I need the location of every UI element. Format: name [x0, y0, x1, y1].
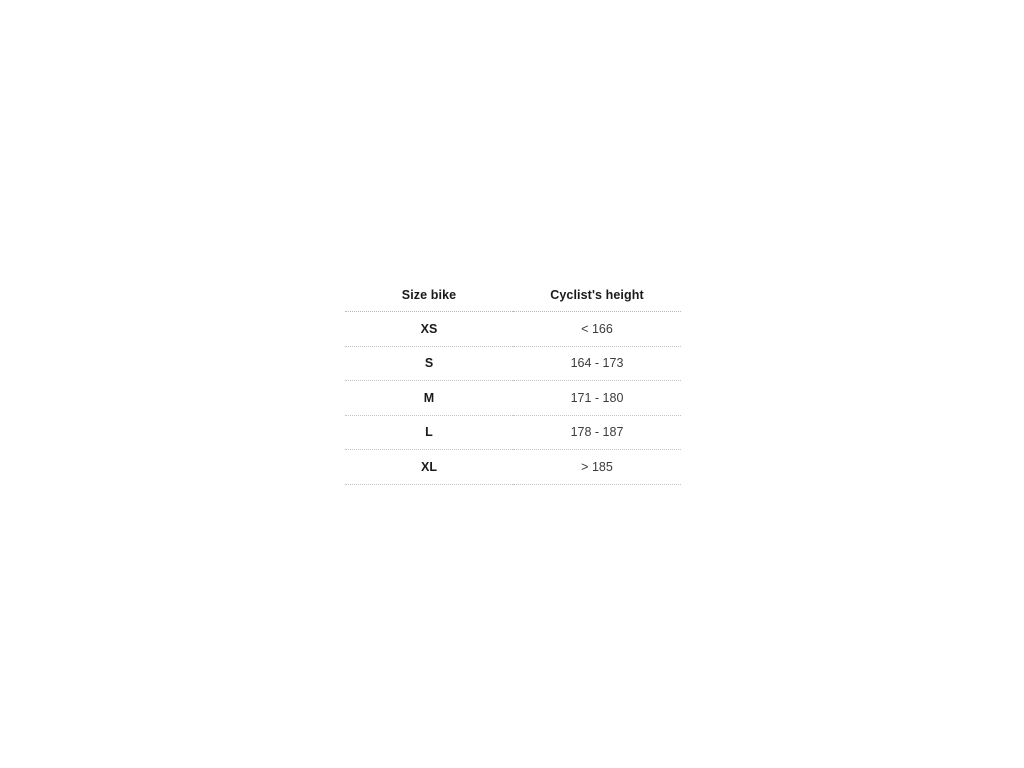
- column-header-cyclist-height: Cyclist's height: [513, 278, 681, 312]
- cell-height: 164 - 173: [513, 346, 681, 381]
- table-row: [345, 346, 681, 381]
- cell-height: < 166: [513, 312, 681, 347]
- table-row: [345, 450, 681, 485]
- cell-size: XS: [345, 312, 513, 347]
- cell-height: 171 - 180: [513, 381, 681, 416]
- cell-height: 178 - 187: [513, 415, 681, 450]
- size-chart-body: [345, 312, 681, 485]
- cell-size: M: [345, 381, 513, 416]
- size-chart-header: [345, 278, 681, 312]
- column-header-size-bike: Size bike: [345, 278, 513, 312]
- cell-size: XL: [345, 450, 513, 485]
- table-row: [345, 415, 681, 450]
- size-chart: [345, 278, 681, 485]
- cell-size: S: [345, 346, 513, 381]
- table-header-row: [345, 278, 681, 312]
- table-row: [345, 381, 681, 416]
- table-row: [345, 312, 681, 347]
- cell-height: > 185: [513, 450, 681, 485]
- cell-size: L: [345, 415, 513, 450]
- size-chart-table: [345, 278, 681, 485]
